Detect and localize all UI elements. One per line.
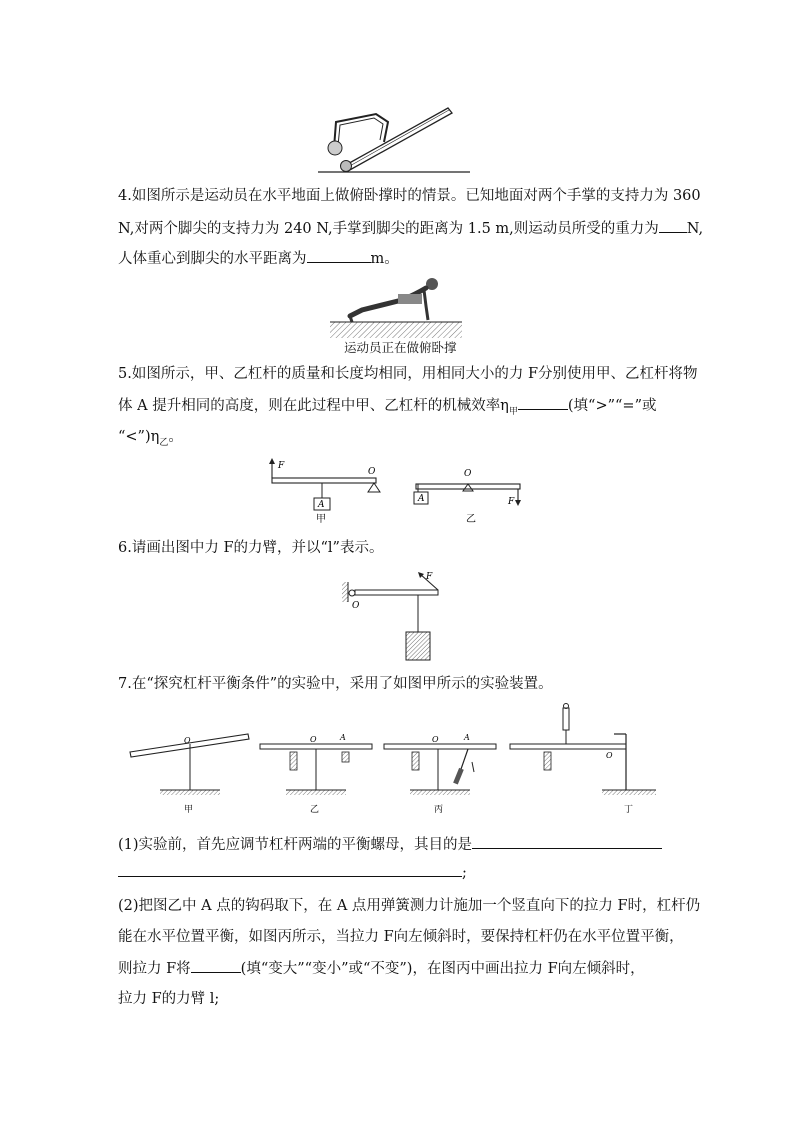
q5-line-3-text: “<”)η xyxy=(118,429,160,445)
q7-sub1-line-1 xyxy=(118,834,662,855)
q6-label-O: O xyxy=(352,601,360,611)
q6-label-F: F xyxy=(426,572,433,582)
q7-sub1-blank-a[interactable] xyxy=(472,834,662,849)
q5-line-2-tail: (填“>”“=”或 xyxy=(567,398,657,414)
q4-line-2-text: N,对两个脚尖的支持力为 240 N,手掌到脚尖的距离为 1.5 m,则运动员所受的重力为 xyxy=(118,221,659,237)
q7-yi-label-A: A xyxy=(340,733,346,742)
q5-lever-jia-figure xyxy=(264,456,394,528)
q4-line-2 xyxy=(118,218,703,239)
q5-eta-sub-yi: 乙 xyxy=(159,437,169,448)
q7-caption-bing: 丙 xyxy=(434,805,444,815)
q7-fig-yi xyxy=(260,733,372,815)
q5-answer-blank[interactable] xyxy=(518,395,568,410)
q7-caption-jia: 甲 xyxy=(184,805,194,815)
q6-lever-figure xyxy=(340,566,450,664)
q4-line-2-unit: N, xyxy=(686,221,704,237)
q5-jia-label-F: F xyxy=(278,461,285,471)
q7-sub2-line-1: (2)把图乙中 A 点的钩码取下，在 A 点用弹簧测力计施加一个竖直向下的拉力 F时，杠杆仍 xyxy=(118,898,701,914)
q7-sub1-blank-b[interactable] xyxy=(118,862,462,877)
q7-sub2-blank[interactable] xyxy=(191,958,241,973)
q7-sub2-line-4: 拉力 F的力臂 l; xyxy=(118,991,220,1007)
q7-bing-label-A: A xyxy=(464,733,470,742)
q7-sub2-line-3 xyxy=(118,958,645,979)
q5-line-3-tail: 。 xyxy=(168,429,183,445)
q4-answer-blank-distance[interactable] xyxy=(307,248,371,263)
q7-ding-label-O: O xyxy=(606,751,613,760)
q7-yi-label-O: O xyxy=(310,735,317,744)
q4-line-1: 4.如图所示是运动员在水平地面上做俯卧撑时的情景。已知地面对两个手掌的支持力为 360 xyxy=(118,188,701,204)
q7-sub2-line-3-text: 则拉力 F将 xyxy=(118,961,191,977)
q7-fig-ding xyxy=(510,704,656,816)
q5-eta-sub-jia: 甲 xyxy=(508,406,518,417)
q7-fig-bing xyxy=(384,733,496,815)
q7-sub1-end: ; xyxy=(462,865,467,881)
q7-sub1-line-2 xyxy=(118,862,467,883)
q7-fig-jia xyxy=(130,734,249,815)
q7-sub2-line-3-tail: (填“变大”“变小”或“不变”)，在图丙中画出拉力 F向左倾斜时， xyxy=(240,961,645,977)
q5-yi-label-F: F xyxy=(508,497,515,507)
q7-line-1: 7.在“探究杠杆平衡条件”的实验中，采用了如图甲所示的实验装置。 xyxy=(118,676,553,692)
q5-caption-yi: 乙 xyxy=(466,514,476,525)
q4-line-3-text: 人体重心到脚尖的水平距离为 xyxy=(118,251,307,267)
q4-answer-blank-weight[interactable] xyxy=(659,218,687,233)
q5-caption-jia: 甲 xyxy=(316,514,326,525)
q4-line-3-unit: m。 xyxy=(370,251,399,267)
top-lever-figure xyxy=(318,100,478,176)
q7-sub1-text: (1)实验前，首先应调节杠杆两端的平衡螺母，其目的是 xyxy=(118,837,473,853)
q5-jia-label-O: O xyxy=(368,467,376,477)
q5-line-2 xyxy=(118,395,657,422)
q5-line-1: 5.如图所示，甲、乙杠杆的质量和长度均相同，用相同大小的力 F分别使用甲、乙杠杆将物 xyxy=(118,366,698,382)
q7-jia-label-O: O xyxy=(184,736,191,745)
q5-yi-label-O: O xyxy=(464,469,472,479)
pushup-caption: 运动员正在做俯卧撑 xyxy=(344,340,457,355)
q6-line-1: 6.请画出图中力 F的力臂，并以“l”表示。 xyxy=(118,540,384,556)
q7-sub2-line-2: 能在水平位置平衡，如图丙所示，当拉力 F向左倾斜时，要保持杠杆仍在水平位置平衡， xyxy=(118,929,684,945)
q5-line-2-text: 体 A 提升相同的高度，则在此过程中甲、乙杠杆的机械效率η xyxy=(118,398,509,414)
q4-line-3 xyxy=(118,248,399,269)
q7-caption-ding: 丁 xyxy=(624,805,634,815)
q5-yi-label-A: A xyxy=(418,494,425,504)
q5-jia-label-A: A xyxy=(318,500,325,510)
q5-line-3 xyxy=(118,427,183,453)
q5-lever-yi-figure xyxy=(408,456,538,528)
q7-caption-yi: 乙 xyxy=(310,805,320,815)
q7-experiment-figures xyxy=(126,700,656,822)
q7-bing-label-O: O xyxy=(432,735,439,744)
